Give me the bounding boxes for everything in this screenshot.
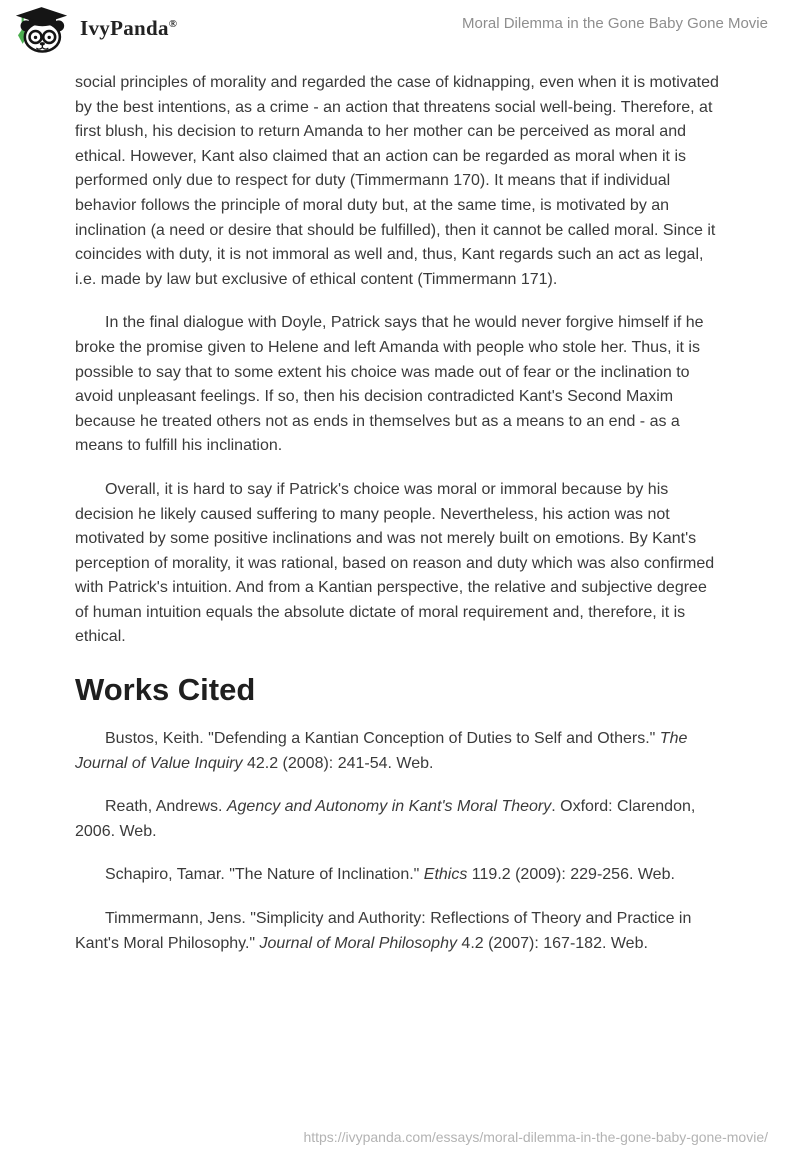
works-cited-heading: Works Cited xyxy=(75,672,256,708)
registered-trademark-symbol: ® xyxy=(168,18,178,30)
citation-entry-4: Timmermann, Jens. "Simplicity and Authority: Reflections of Theory and Practice in Kant's Moral Philosophy." Journal of Moral Philosophy 4.2 (2007): 167-182. Web. xyxy=(75,910,692,952)
citation-entry-1: Bustos, Keith. "Defending a Kantian Conception of Duties to Self and Others." The Journal of Value Inquiry 42.2 (2008): 241-54. Web. xyxy=(75,730,688,772)
panda-graduate-icon[interactable] xyxy=(15,6,68,56)
citation-entry-2: Reath, Andrews. Agency and Autonomy in Kant's Moral Theory. Oxford: Clarendon, 2006. Web. xyxy=(75,798,696,840)
essay-paragraph-2: In the final dialogue with Doyle, Patrick says that he would never forgive himself if he broke the promise given to Helene and left Amanda with people who stole her. Thus, it is possible to say that to some extent his choice was made out of fear or the inclination to avoid unpleasant feelings. If so, then his decision contradicted Kant's Second Maxim because he treated others not as ends in themselves but as a means to an end - as a means to fulfill his inclination. xyxy=(75,314,704,455)
page-header xyxy=(0,0,800,66)
essay-paragraph-1: social principles of morality and regarded the case of kidnapping, even when it is motivated by the best intentions, as a crime - an action that threatens social well-being. Therefore, at first blush, his decision to return Amanda to her mother can be perceived as moral and ethical. However, Kant also claimed that an action can be regarded as moral when it is performed only due to respect for duty (Timmermann 170). It means that if individual behavior follows the principle of moral duty but, at the same time, is motivated by an inclination (a need or desire that should be fulfilled), then it cannot be called moral. Since it coincides with duty, it is not immoral as well and, thus, Kant regards such an act as legal, i.e. made by law but exclusive of ethical content (Timmermann 171). xyxy=(75,74,719,288)
brand-wordmark[interactable] xyxy=(80,16,177,41)
essay-body xyxy=(75,71,723,975)
brand-name: IvyPanda xyxy=(80,16,169,40)
source-url[interactable]: https://ivypanda.com/essays/moral-dilemma-in-the-gone-baby-gone-movie/ xyxy=(303,1129,768,1145)
citation-entry-3: Schapiro, Tamar. "The Nature of Inclination." Ethics 119.2 (2009): 229-256. Web. xyxy=(105,866,675,884)
essay-paragraph-3: Overall, it is hard to say if Patrick's choice was moral or immoral because by his decision he likely caused suffering to many people. Nevertheless, his action was not motivated by some positive inclinations and was not merely built on emotions. By Kant's perception of morality, it was rational, based on reason and duty which was also confirmed with Patrick's intuition. And from a Kantian perspective, the relative and subjective degree of human intuition equals the absolute dictate of moral requirement and, therefore, it is ethical. xyxy=(75,480,715,646)
document-title: Moral Dilemma in the Gone Baby Gone Movie xyxy=(462,15,768,32)
